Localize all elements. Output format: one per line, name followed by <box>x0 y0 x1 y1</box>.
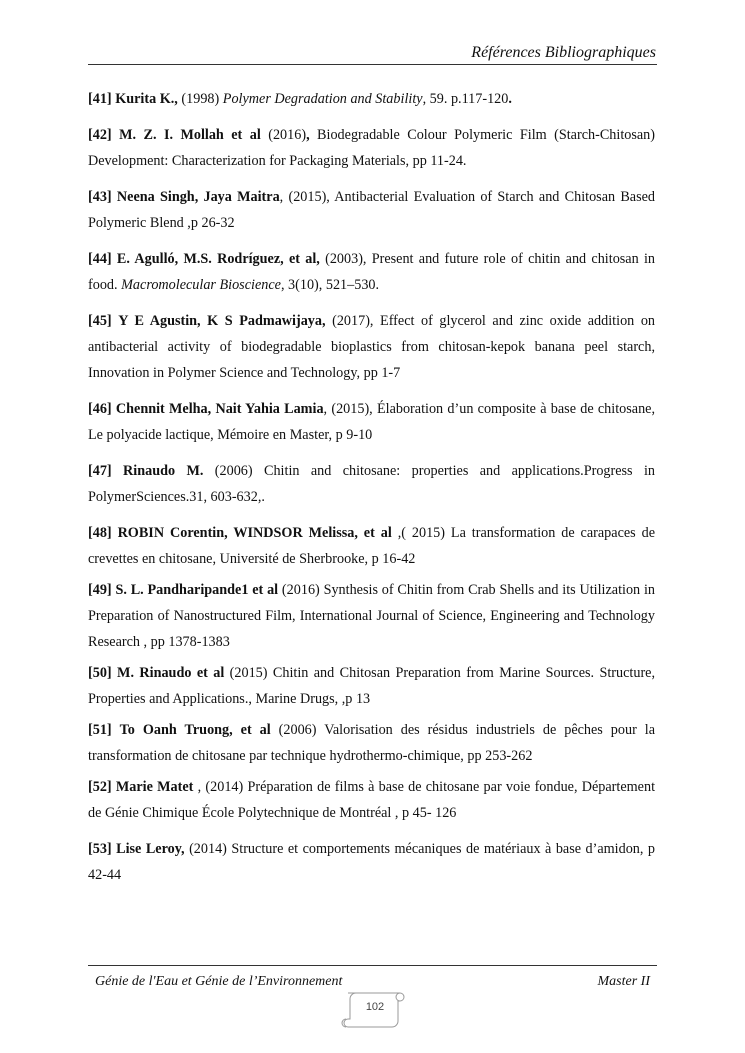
footer-degree: Master II <box>597 974 650 989</box>
ref-number: [47] <box>88 463 112 479</box>
ref-authors: Rinaudo M. <box>123 463 204 479</box>
ref-text: (2006) Chitin and chitosane: properties and applications.Progress in PolymerSciences.31, 603-632,. <box>88 463 656 505</box>
ref-number: [50] <box>88 665 112 681</box>
ref-authors: E. Agulló, M.S. Rodríguez, et al, <box>116 251 320 267</box>
ref-number: [49] <box>88 582 112 598</box>
ref-text: , 59. p.117-120 <box>422 91 509 107</box>
reference-48 <box>88 520 655 572</box>
ref-text: (1998) <box>177 91 223 107</box>
ref-comma: , <box>306 127 310 143</box>
ref-text: , 3(10), 521–530. <box>280 277 380 293</box>
reference-51 <box>88 717 655 769</box>
ref-authors: Kurita K., <box>115 91 178 107</box>
footer-rule <box>88 965 657 966</box>
ref-text: Biodegradable Colour Polymeric Film (Starch-Chitosan) Development: Characterization for Packaging Materials, pp 11-24. <box>88 127 655 169</box>
ref-number: [46] <box>88 401 112 417</box>
ref-text: , (2015), Antibacterial Evaluation of Starch and Chitosan Based Polymeric Blend ,p 26-32 <box>88 189 656 231</box>
reference-list <box>88 86 655 898</box>
ref-journal: Polymer Degradation and Stability <box>222 91 423 107</box>
ref-text: (2017), Effect of glycerol and zinc oxide addition on antibacterial activity of biodegradable bioplastics from chitosan-kepok banana peel starch, Innovation in Polymer Science and Technology, pp 1-7 <box>88 313 656 381</box>
reference-44 <box>88 246 655 298</box>
ref-authors: Marie Matet <box>115 779 194 795</box>
reference-45 <box>88 308 655 386</box>
reference-43 <box>88 184 655 236</box>
footer-department: Génie de l'Eau et Génie de l’Environnement <box>95 974 343 989</box>
page-number: 102 <box>365 1001 385 1013</box>
ref-text: (2016) Synthesis of Chitin from Crab Shells and its Utilization in Preparation of Nanostructured Film, International Journal of Science, Engineering and Technology Research , pp 1378-1383 <box>88 582 655 650</box>
ref-number: [42] <box>88 127 112 143</box>
ref-number: [43] <box>88 189 112 205</box>
ref-authors: M. Z. I. Mollah et al <box>119 127 261 143</box>
reference-42 <box>88 122 655 174</box>
reference-47 <box>88 458 655 510</box>
ref-authors: S. L. Pandharipande1 et al <box>115 582 279 598</box>
ref-authors: M. Rinaudo et al <box>117 665 225 681</box>
ref-text: (2014) Structure et comportements mécaniques de matériaux à base d’amidon, p 42-44 <box>88 841 656 883</box>
ref-text: (2015) Chitin and Chitosan Preparation from Marine Sources. Structure, Properties and Applications., Marine Drugs, ,p 13 <box>88 665 656 707</box>
reference-49 <box>88 577 655 655</box>
ref-text: , (2015), Élaboration d’un composite à base de chitosane, Le polyacide lactique, Mémoire en Master, p 9-10 <box>88 401 656 443</box>
ref-authors: Chennit Melha, Nait Yahia Lamia <box>115 401 324 417</box>
ref-number: [48] <box>88 525 112 541</box>
ref-text: (2006) Valorisation des résidus industriels de pêches pour la transformation de chitosane par technique hydrothermo-chimique, pp 253-262 <box>88 722 656 764</box>
ref-authors: Neena Singh, Jaya Maitra <box>116 189 280 205</box>
ref-number: [44] <box>88 251 112 267</box>
ref-authors: Lise Leroy, <box>116 841 185 857</box>
header-rule <box>88 64 657 65</box>
reference-50 <box>88 660 655 712</box>
ref-end: . <box>508 91 512 107</box>
reference-52 <box>88 774 655 826</box>
ref-authors: To Oanh Truong, et al <box>119 722 271 738</box>
ref-text: ,( 2015) La transformation de carapaces de crevettes en chitosane, Université de Sherbrooke, p 16-42 <box>88 525 655 567</box>
ref-number: [41] <box>88 91 112 107</box>
ref-number: [45] <box>88 313 112 329</box>
ref-number: [51] <box>88 722 112 738</box>
reference-53 <box>88 836 655 888</box>
ref-authors: Y E Agustin, K S Padmawijaya, <box>118 313 326 329</box>
reference-41 <box>88 86 655 112</box>
running-header-title: Références Bibliographiques <box>471 44 656 61</box>
ref-authors: ROBIN Corentin, WINDSOR Melissa, et al <box>117 525 392 541</box>
ref-text: (2016) <box>260 127 307 143</box>
ref-text: (2003), Present and future role of chitin and chitosan in food. <box>88 251 656 293</box>
reference-46 <box>88 396 655 448</box>
ref-number: [52] <box>88 779 112 795</box>
ref-journal: Macromolecular Bioscience <box>121 277 281 293</box>
ref-text: , (2014) Préparation de films à base de chitosane par voie fondue, Département de Génie Chimique École Polytechnique de Montréal , p 45- 126 <box>88 779 656 821</box>
ref-number: [53] <box>88 841 112 857</box>
